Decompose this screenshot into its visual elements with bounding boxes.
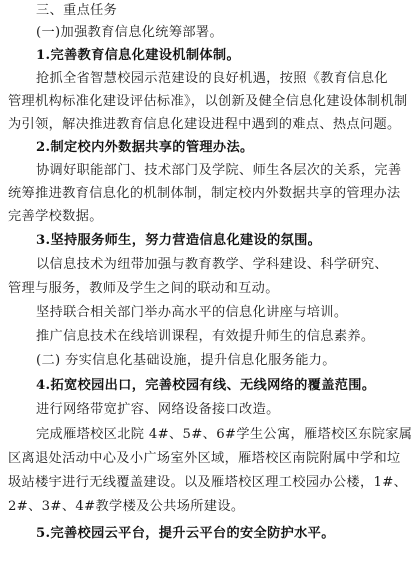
item-2-line-1: 协调好职能部门、技术部门及学院、师生各层次的关系，完善	[36, 163, 402, 178]
item-4-line-1: 进行网络带宽扩容、网络设备接口改造。	[36, 402, 280, 417]
item-2-line-3: 完善学校数据。	[8, 209, 103, 224]
subsection-1-title: (一)加强教育信息化统筹部署。	[36, 25, 223, 40]
item-1-line-3: 为引领，解决推进教育信息化建设进程中遇到的难点、热点问题。	[8, 117, 401, 132]
item-3-line-2: 管理与服务，教师及学生之间的联动和互动。	[8, 281, 279, 296]
item-3-line-1: 以信息技术为纽带加强与教育教学、学科建设、科学研究、	[36, 257, 388, 272]
item-3-line-3: 坚持联合相关部门举办高水平的信息化讲座与培训。	[36, 305, 348, 320]
section-heading: 三、重点任务	[36, 3, 118, 18]
item-1-line-1: 抢抓全省智慧校园示范建设的良好机遇，按照《教育信息化	[36, 71, 388, 86]
item-1-line-2: 管理机构标准化建设评估标准》，以创新及健全信息化建设体制机制	[8, 94, 408, 109]
item-2-title: 2.制定校内外数据共享的管理办法。	[36, 140, 254, 155]
item-4-line-2: 完成雁塔校区北院 4#、5#、6#学生公寓，雁塔校区东院家属	[36, 427, 413, 442]
item-3-title: 3.坚持服务师生，努力营造信息化建设的氛围。	[36, 233, 322, 248]
item-1-title: 1.完善教育信息化建设机制体制。	[36, 48, 240, 63]
subsection-2-title: (二) 夯实信息化基础设施，提升信息化服务能力。	[36, 353, 336, 368]
item-2-line-2: 统筹推进教育信息化的机制体制，制定校内外数据共享的管理办法	[8, 186, 401, 201]
item-4-line-5: 2#、3#、4#教学楼及公共场所建设。	[8, 499, 245, 514]
item-4-line-4: 圾站楼宇进行无线覆盖建设。以及雁塔校区理工校园办公楼，1#、	[8, 475, 408, 490]
item-3-line-4: 推广信息技术在线培训课程，有效提升师生的信息素养。	[36, 329, 375, 344]
item-5-title: 5.完善校园云平台，提升云平台的安全防护水平。	[36, 526, 335, 541]
item-4-title: 4.拓宽校园出口，完善校园有线、无线网络的覆盖范围。	[36, 378, 376, 393]
item-4-line-3: 区离退处活动中心及小广场室外区域，雁塔校区南院附属中学和垃	[8, 451, 401, 466]
